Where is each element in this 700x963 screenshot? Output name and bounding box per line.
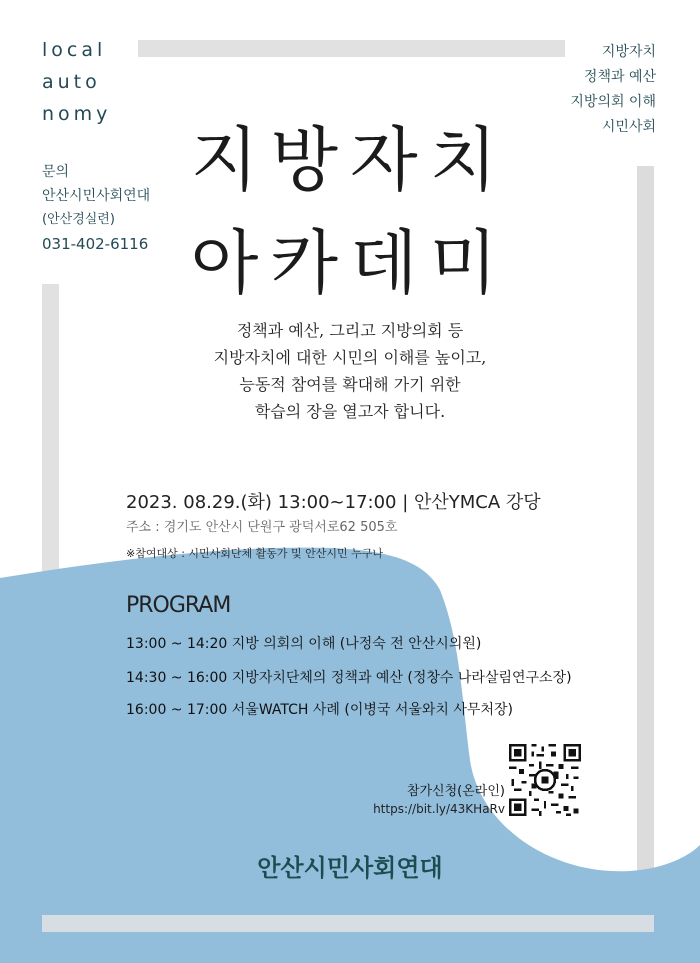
topic-item: 지방의회 이해 xyxy=(570,94,656,110)
brand-line-2: auto xyxy=(42,71,101,93)
page-title-line-2: 아카데미 xyxy=(190,222,510,304)
organizer-name: 안산시민사회연대 xyxy=(257,854,443,882)
contact-phone: 031-402-6116 xyxy=(42,235,149,253)
frame-bottom-bar xyxy=(42,915,654,932)
contact-org-sub: (안산경실련) xyxy=(42,212,115,227)
program-item: 14:30 ~ 16:00 지방자치단체의 정책과 예산 (정창수 나라살림연구소장) xyxy=(126,670,572,686)
intro-line: 능동적 참여를 확대해 가기 위한 xyxy=(239,375,461,394)
event-target: ※참여대상 : 시민사회단체 활동가 및 안산시민 누구나 xyxy=(126,547,384,560)
registration-label: 참가신청(온라인) xyxy=(406,784,505,799)
contact-label: 문의 xyxy=(42,164,70,180)
event-datetime: 2023. 08.29.(화) 13:00~17:00 | 안산YMCA 강당 xyxy=(126,492,541,513)
topic-item: 정책과 예산 xyxy=(583,69,656,85)
program-title: PROGRAM xyxy=(126,593,231,618)
intro-line: 지방자치에 대한 시민의 이해를 높이고, xyxy=(213,348,487,367)
topic-item: 시민사회 xyxy=(601,119,656,135)
topic-item: 지방자치 xyxy=(601,44,656,60)
registration-url[interactable]: https://bit.ly/43KHaRv xyxy=(373,802,505,816)
program-item: 13:00 ~ 14:20 지방 의회의 이해 (나정숙 전 안산시의원) xyxy=(126,636,482,652)
event-address: 주소 : 경기도 안산시 단원구 광덕서로62 505호 xyxy=(126,520,398,535)
intro-text xyxy=(0,317,700,425)
brand-line-1: local xyxy=(42,39,107,61)
program-item: 16:00 ~ 17:00 서울WATCH 사례 (이병국 서울와치 사무처장) xyxy=(126,702,513,718)
brand-line-3: nomy xyxy=(42,103,112,125)
contact-org: 안산시민사회연대 xyxy=(42,188,151,204)
intro-line: 학습의 장을 열고자 합니다. xyxy=(254,402,446,421)
intro-line: 정책과 예산, 그리고 지방의회 등 xyxy=(236,321,464,340)
page-title-line-1: 지방자치 xyxy=(190,119,510,201)
qr-code-icon[interactable] xyxy=(509,744,581,816)
